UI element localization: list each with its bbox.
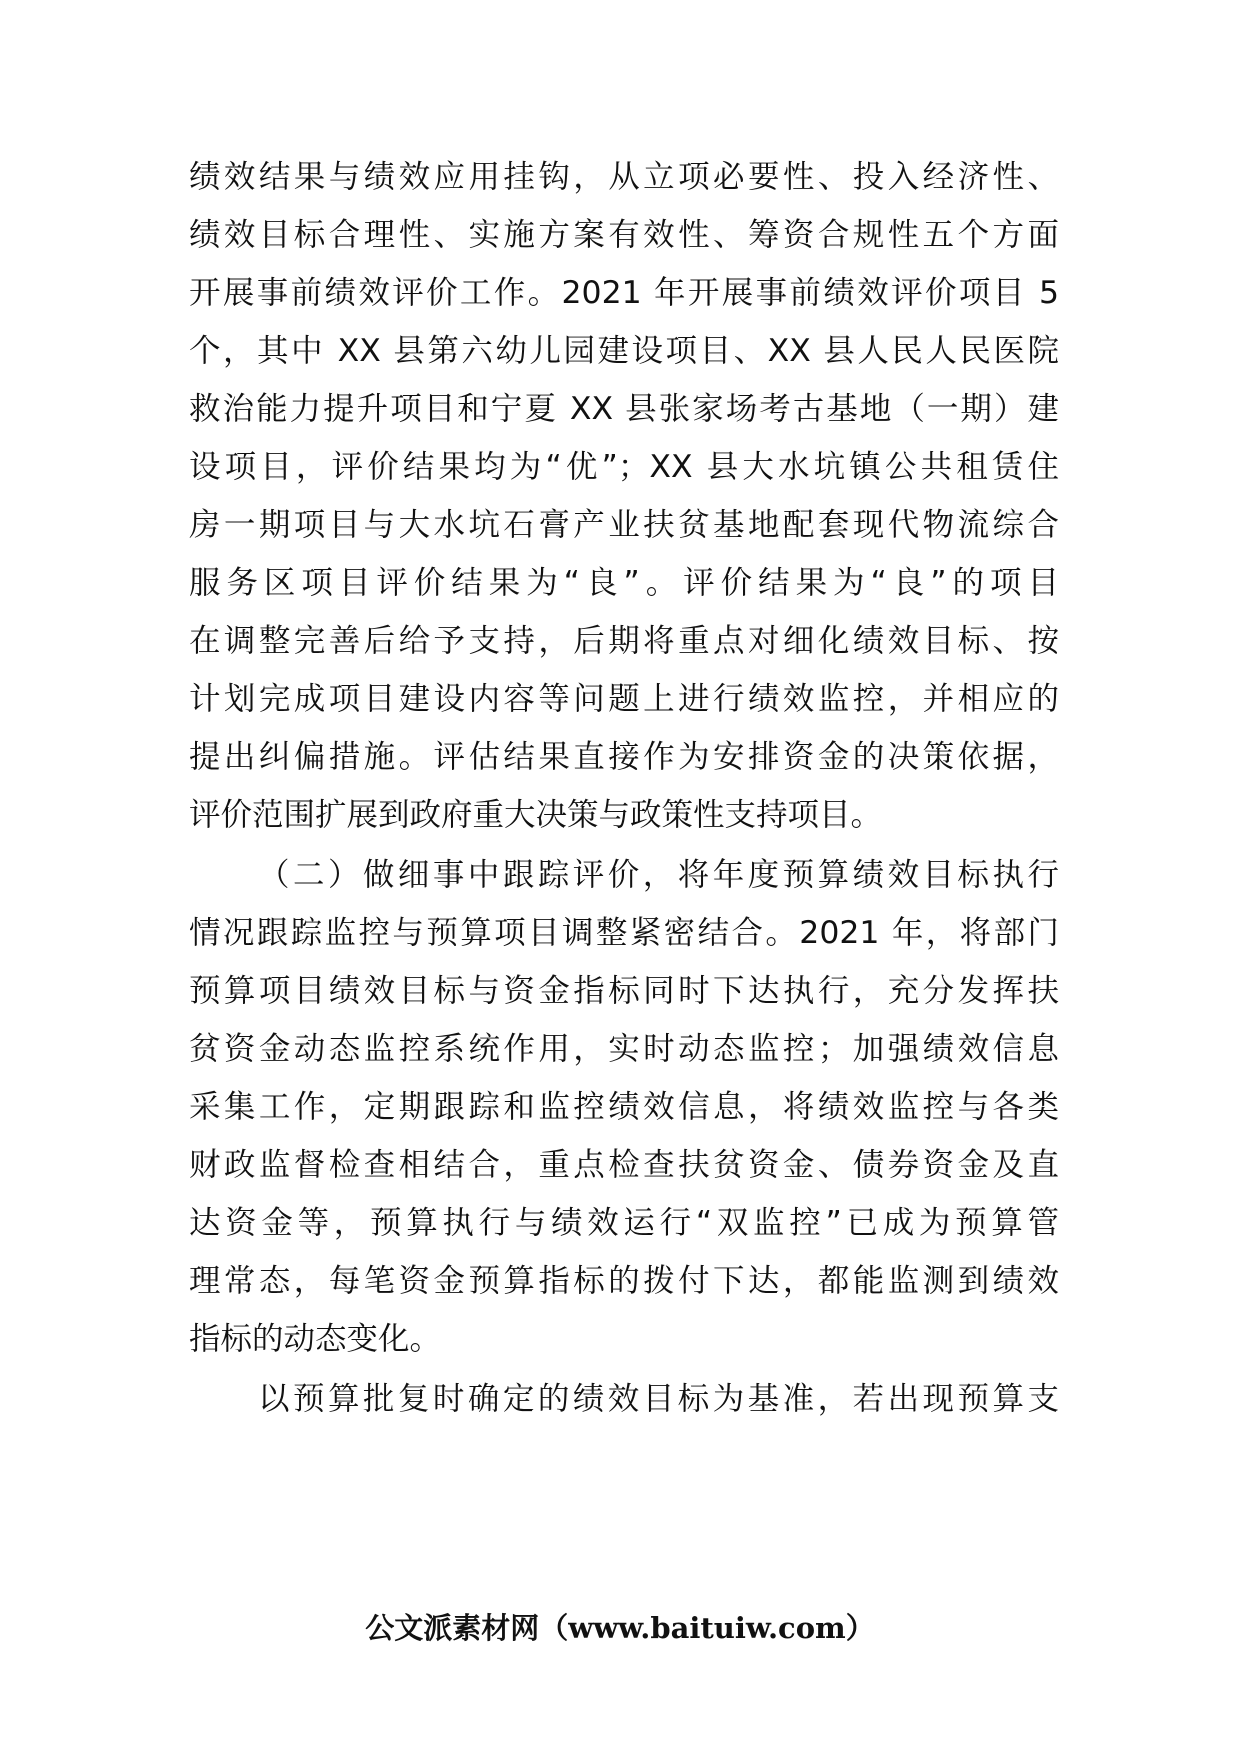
text-line: 个，其中 XX 县第六幼儿园建设项目、XX 县人民人民医院 [189,333,1059,369]
text-line: 计划完成项目建设内容等问题上进行绩效监控，并相应的 [189,681,1059,717]
text-line: 理常态，每笔资金预算指标的拨付下达，都能监测到绩效 [189,1263,1059,1299]
text-line: 绩效目标合理性、实施方案有效性、筹资合规性五个方面 [189,217,1059,253]
text-line: 设项目，评价结果均为“优”；XX 县大水坑镇公共租赁住 [189,449,1059,485]
paragraph-heading-line: （二）做细事中跟踪评价，将年度预算绩效目标执行 [258,857,1059,893]
paragraph-first-line: 以预算批复时确定的绩效目标为基准，若出现预算支 [258,1381,1059,1417]
text-line: 房一期项目与大水坑石膏产业扶贫基地配套现代物流综合 [189,507,1059,543]
text-line: 提出纠偏措施。评估结果直接作为安排资金的决策依据， [189,739,1059,775]
text-line: 达资金等，预算执行与绩效运行“双监控”已成为预算管 [189,1205,1059,1241]
text-line: 开展事前绩效评价工作。2021 年开展事前绩效评价项目 5 [189,275,1059,311]
text-line: 预算项目绩效目标与资金指标同时下达执行，充分发挥扶 [189,973,1059,1009]
text-line: 财政监督检查相结合，重点检查扶贫资金、债券资金及直 [189,1147,1059,1183]
text-line: 情况跟踪监控与预算项目调整紧密结合。2021 年，将部门 [189,915,1059,951]
footer-watermark-text: 公文派素材网（www.baituiw.com） [365,1611,875,1645]
text-line: 采集工作，定期跟踪和监控绩效信息，将绩效监控与各类 [189,1089,1059,1125]
text-line: 贫资金动态监控系统作用，实时动态监控；加强绩效信息 [189,1031,1059,1067]
text-line: 在调整完善后给予支持，后期将重点对细化绩效目标、按 [189,623,1059,659]
text-line: 绩效结果与绩效应用挂钩，从立项必要性、投入经济性、 [189,159,1059,195]
text-line: 指标的动态变化。 [189,1321,442,1357]
text-line: 救治能力提升项目和宁夏 XX 县张家场考古基地（一期）建 [189,391,1059,427]
text-line: 服务区项目评价结果为“良”。评价结果为“良”的项目 [189,565,1059,601]
text-line: 评价范围扩展到政府重大决策与政策性支持项目。 [189,797,883,833]
